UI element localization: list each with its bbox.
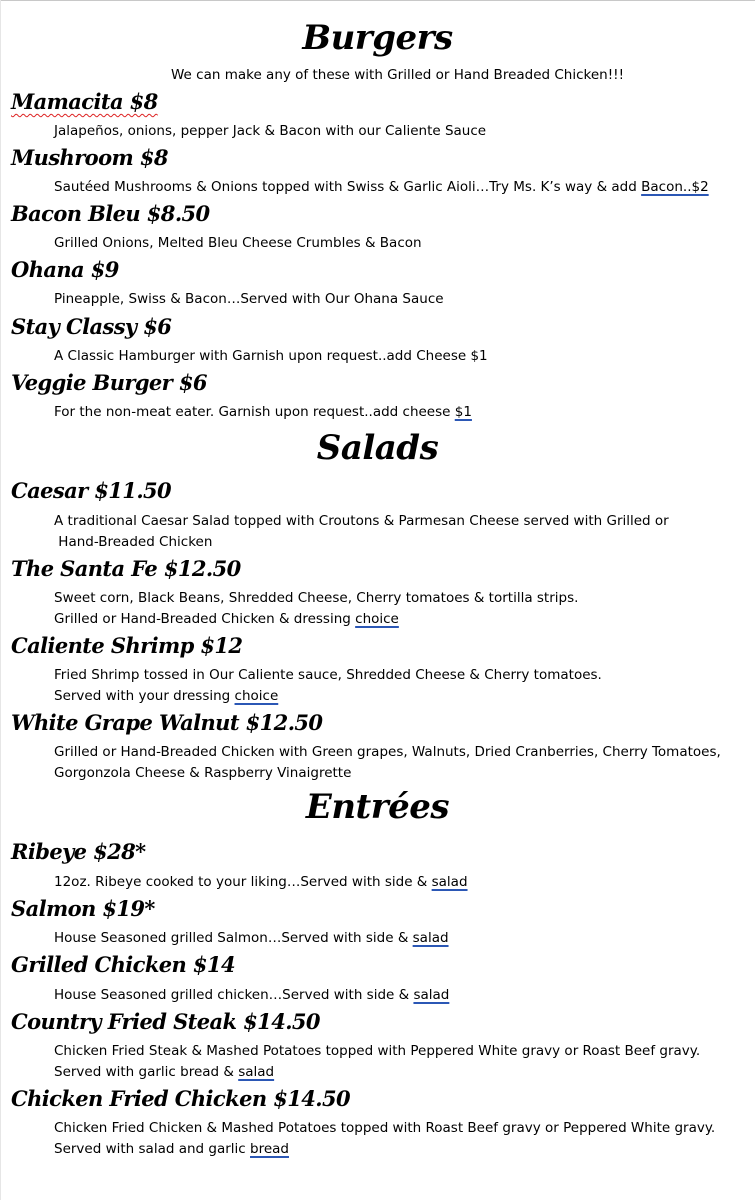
- salad-side-link: salad: [412, 930, 449, 946]
- menu-item-caliente-shrimp: Caliente Shrimp $12: [11, 633, 243, 658]
- menu-item-desc: Pineapple, Swiss & Bacon…Served with Our Ohana Sauce: [54, 291, 444, 307]
- menu-item-desc: Grilled Onions, Melted Bleu Cheese Crumbles & Bacon: [54, 235, 422, 251]
- burgers-note: We can make any of these with Grilled or Hand Breaded Chicken!!!: [171, 67, 624, 83]
- dressing-choice-link: choice: [355, 611, 399, 627]
- page-left-border: [0, 0, 1, 1200]
- salads-heading: Salads: [316, 428, 439, 468]
- menu-item-bacon-bleu: Bacon Bleu $8.50: [11, 201, 210, 226]
- menu-item-desc: Sweet corn, Black Beans, Shredded Cheese, Cherry tomatoes & tortilla strips. Grilled or Hand-Breaded Chicken & dressing choice: [54, 590, 579, 627]
- menu-item-desc: House Seasoned grilled chicken…Served with side & salad: [54, 987, 450, 1003]
- menu-item-desc: 12oz. Ribeye cooked to your liking…Served with side & salad: [54, 874, 468, 890]
- salad-side-link: salad: [413, 987, 450, 1003]
- menu-item-santa-fe: The Santa Fe $12.50: [11, 556, 241, 581]
- menu-item-desc: House Seasoned grilled Salmon…Served with side & salad: [54, 930, 449, 946]
- burgers-heading: Burgers: [302, 18, 453, 58]
- dressing-choice-link: choice: [234, 688, 279, 704]
- menu-item-desc: Chicken Fried Chicken & Mashed Potatoes topped with Roast Beef gravy or Peppered White gravy. Served with salad and garlic bread: [54, 1120, 716, 1157]
- menu-item-ohana: Ohana $9: [11, 257, 119, 282]
- bacon-addon-link: Bacon..$2: [641, 179, 709, 195]
- menu-item-mamacita: Mamacita $8: [11, 89, 158, 114]
- menu-item-desc: For the non-meat eater. Garnish upon request..add cheese $1: [54, 404, 472, 420]
- entrees-heading: Entrées: [305, 787, 450, 827]
- salad-side-link: salad: [431, 874, 468, 890]
- menu-item-desc: Chicken Fried Steak & Mashed Potatoes topped with Peppered White gravy or Roast Beef gravy. Served with garlic bread & salad: [54, 1043, 701, 1080]
- cheese-addon-link: $1: [454, 404, 472, 420]
- menu-item-salmon: Salmon $19*: [11, 896, 155, 921]
- menu-item-desc: Grilled or Hand-Breaded Chicken with Green grapes, Walnuts, Dried Cranberries, Cherry Tomatoes, Gorgonzola Cheese & Raspberry Vinaigrette: [54, 744, 721, 781]
- page-top-border: [0, 0, 755, 5]
- menu-item-stay-classy: Stay Classy $6: [11, 314, 172, 339]
- menu-item-desc: Jalapeños, onions, pepper Jack & Bacon with our Caliente Sauce: [54, 123, 487, 139]
- menu-item-grilled-chicken: Grilled Chicken $14: [11, 952, 235, 977]
- menu-item-veggie-burger: Veggie Burger $6: [11, 370, 207, 395]
- menu-item-mushroom: Mushroom $8: [11, 145, 168, 170]
- menu-item-ribeye: Ribeye $28*: [11, 839, 146, 864]
- menu-item-country-fried-steak: Country Fried Steak $14.50: [11, 1009, 320, 1034]
- salad-side-link: salad: [238, 1064, 275, 1080]
- menu-item-caesar: Caesar $11.50: [11, 478, 172, 503]
- menu-item-desc: A Classic Hamburger with Garnish upon request..add Cheese $1: [54, 348, 488, 364]
- menu-item-desc: A traditional Caesar Salad topped with Croutons & Parmesan Cheese served with Grilled or Hand-Breaded Chicken: [54, 513, 669, 550]
- menu-item-chicken-fried-chicken: Chicken Fried Chicken $14.50: [11, 1086, 350, 1111]
- bread-side-link: bread: [250, 1141, 289, 1157]
- menu-item-desc: Sautéed Mushrooms & Onions topped with Swiss & Garlic Aioli…Try Ms. K’s way & add Bacon..$2: [54, 179, 709, 195]
- menu-item-desc: Fried Shrimp tossed in Our Caliente sauce, Shredded Cheese & Cherry tomatoes. Served with your dressing choice: [54, 667, 602, 704]
- menu-item-white-grape-walnut: White Grape Walnut $12.50: [11, 710, 323, 735]
